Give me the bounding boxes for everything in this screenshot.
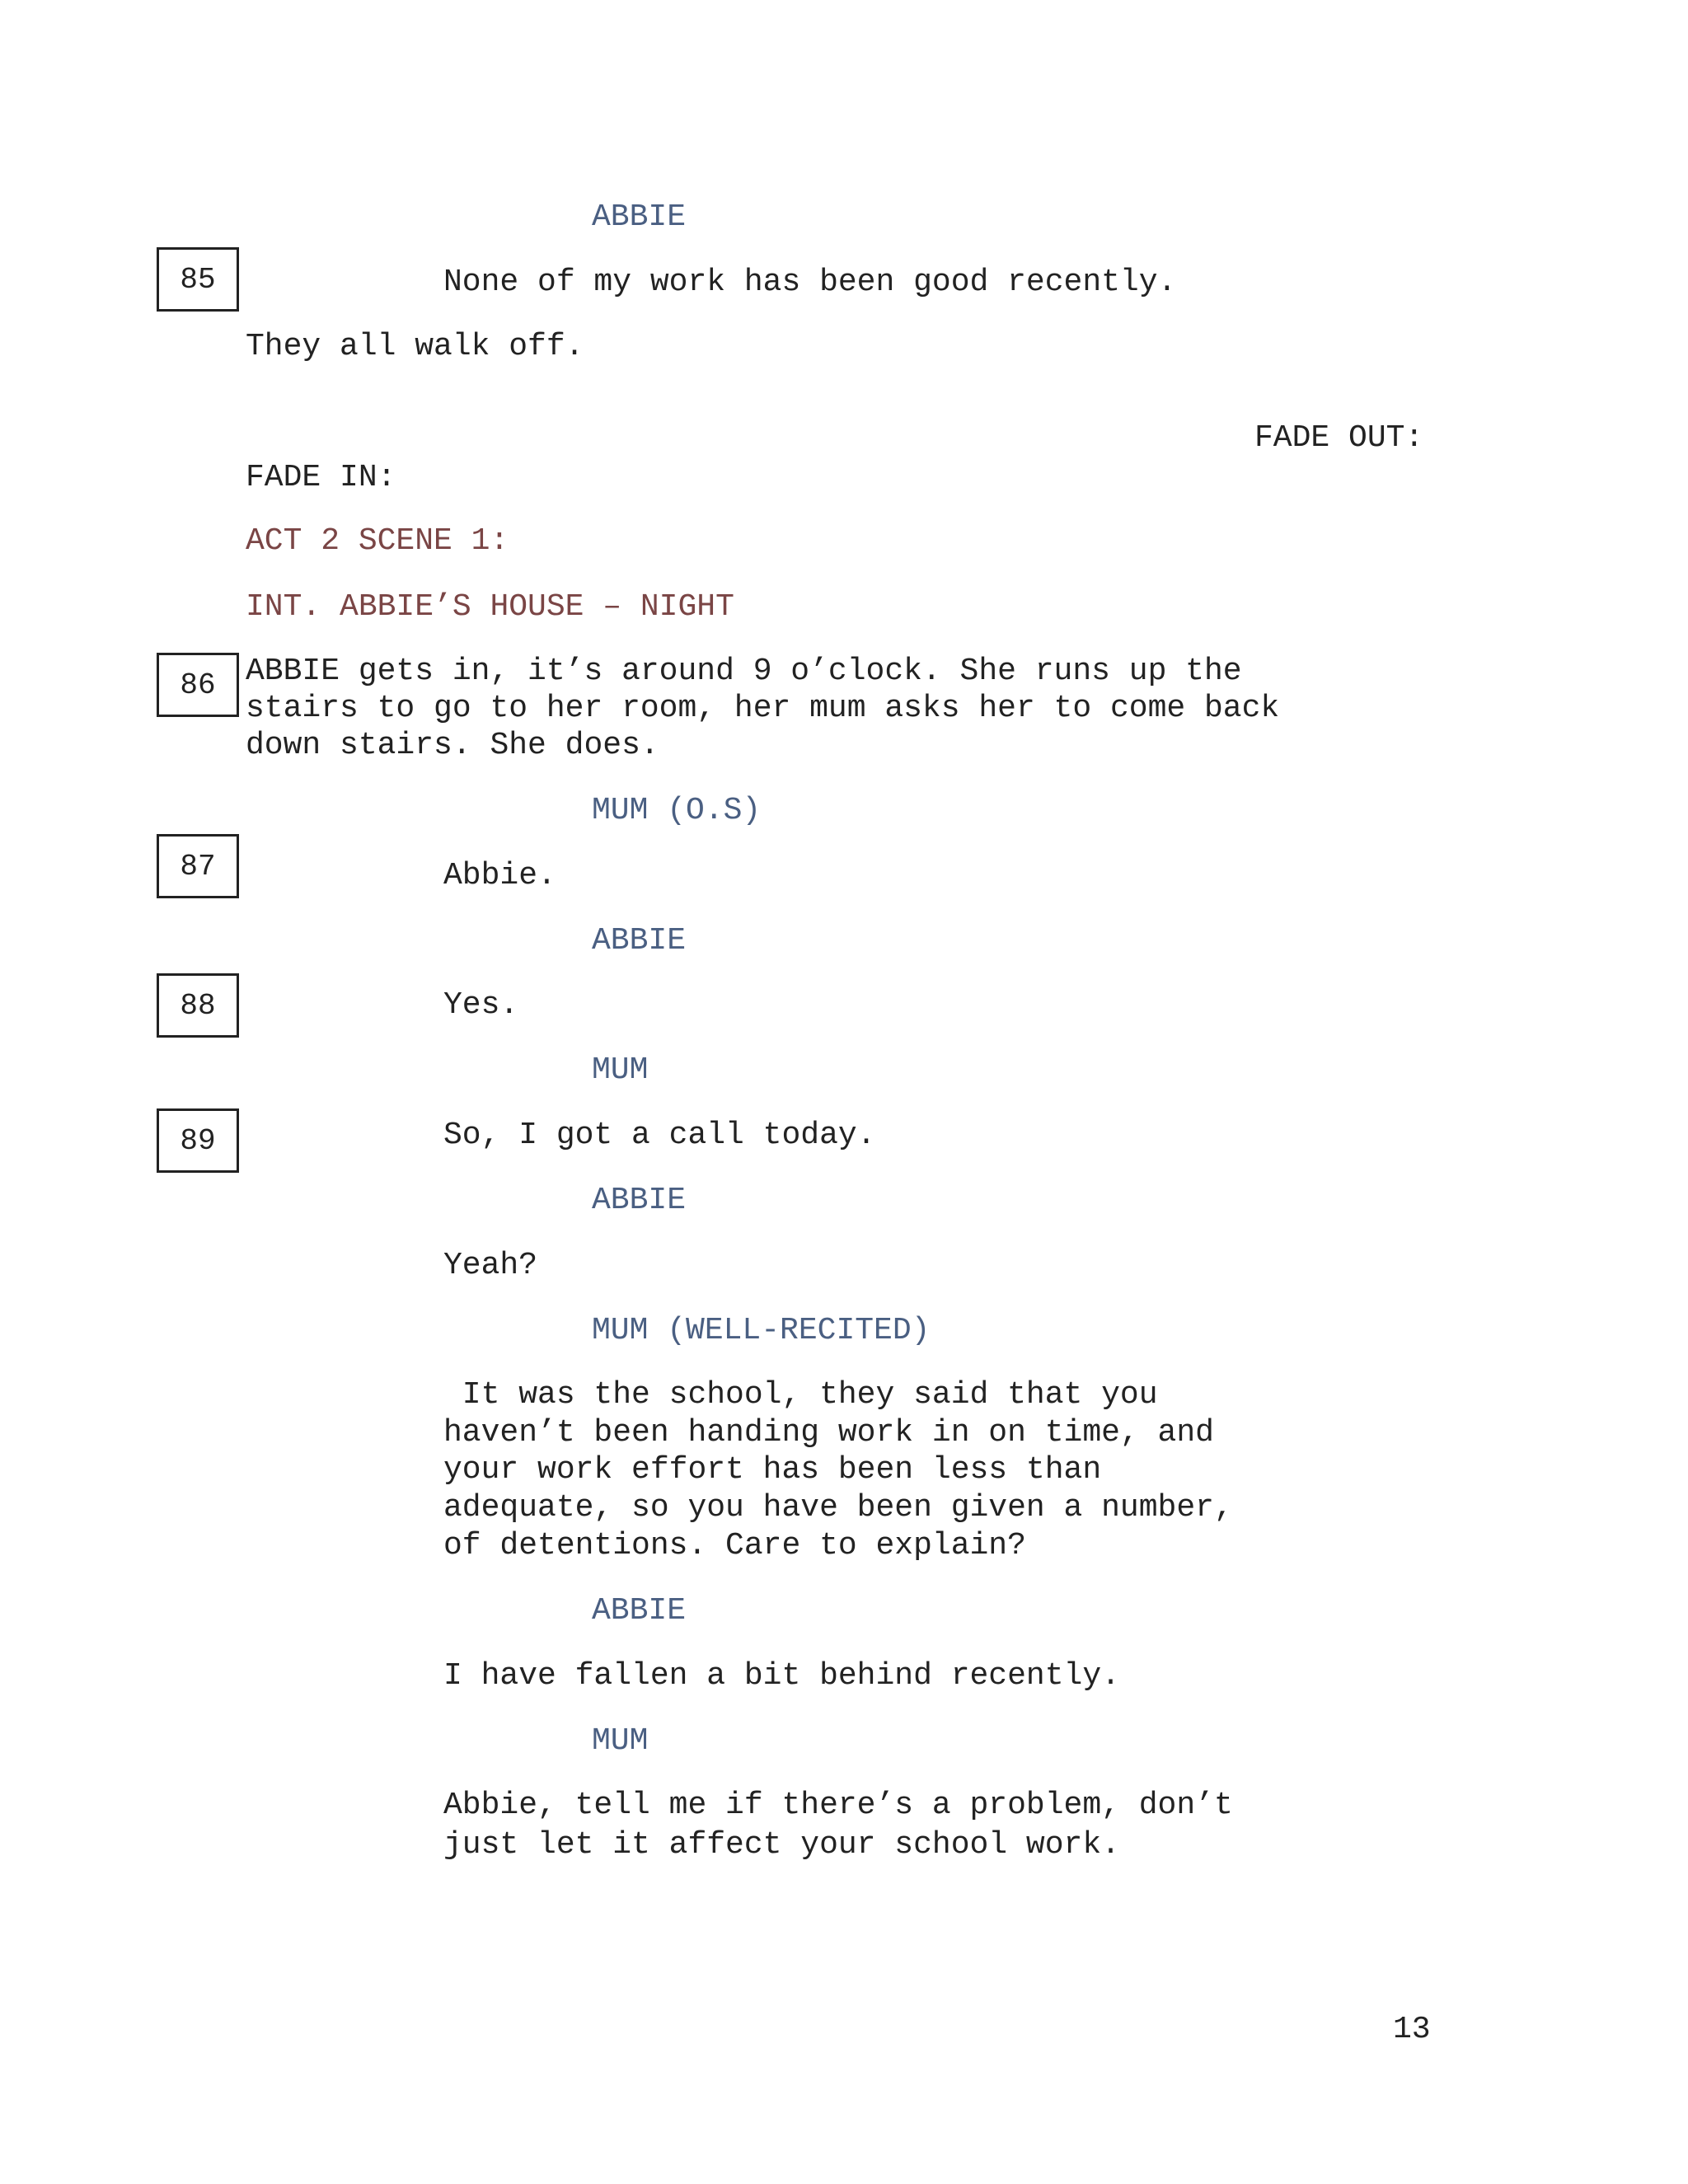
dialogue: Abbie, tell me if there’s a problem, don’t [443,1788,1233,1823]
dialogue: just let it affect your school work. [443,1827,1120,1863]
action-line: stairs to go to her room, her mum asks her to come back [246,691,1280,726]
transition-fade-in: FADE IN: [246,460,396,495]
shot-number: 85 [180,262,216,297]
character-name: MUM (O.S) [592,793,762,828]
act-heading: ACT 2 SCENE 1: [246,523,509,559]
dialogue: Yes. [443,987,519,1023]
shot-number-box [157,653,239,717]
page-number: 13 [1393,2012,1431,2047]
shot-number-box [157,247,239,312]
transition-fade-out: FADE OUT: [1254,420,1424,456]
dialogue: It was the school, they said that you [443,1377,1158,1413]
dialogue: I have fallen a bit behind recently. [443,1658,1120,1694]
action-line: down stairs. She does. [246,728,659,763]
dialogue: None of my work has been good recently. [443,265,1177,300]
shot-number-box [157,973,239,1038]
character-name: ABBIE [592,923,687,958]
action-line: They all walk off. [246,329,584,364]
character-name: ABBIE [592,199,687,235]
dialogue: So, I got a call today. [443,1118,876,1153]
dialogue: adequate, so you have been given a number, [443,1490,1233,1526]
scene-heading: INT. ABBIE’S HOUSE – NIGHT [246,589,734,625]
action-line: ABBIE gets in, it’s around 9 o’clock. She runs up the [246,654,1242,689]
dialogue: your work effort has been less than [443,1452,1102,1488]
character-name: MUM [592,1052,649,1088]
shot-number: 89 [180,1123,216,1158]
dialogue: of detentions. Care to explain? [443,1528,1026,1563]
shot-number: 88 [180,988,216,1023]
shot-number-box [157,1108,239,1173]
shot-number: 87 [180,849,216,883]
character-name: MUM (WELL-RECITED) [592,1313,931,1348]
shot-number: 86 [180,668,216,702]
character-name: MUM [592,1723,649,1759]
dialogue: Yeah? [443,1248,538,1283]
dialogue: Abbie. [443,858,556,893]
character-name: ABBIE [592,1593,687,1629]
dialogue: haven’t been handing work in on time, and [443,1415,1214,1451]
shot-number-box [157,834,239,898]
character-name: ABBIE [592,1183,687,1218]
